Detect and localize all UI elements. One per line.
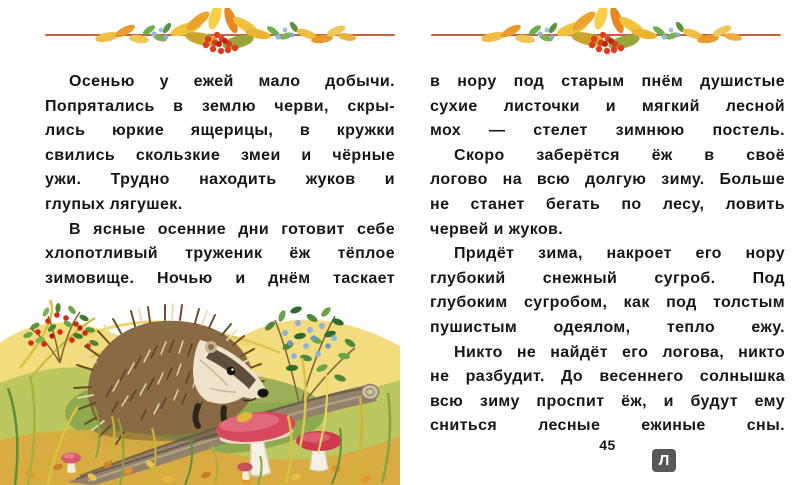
text-line: глупых лягушек. bbox=[45, 195, 183, 213]
watermark-letter: Л bbox=[658, 452, 670, 469]
autumn-leaves-ornament bbox=[431, 8, 781, 60]
text-line: Осенью у ежей мало добычи. bbox=[69, 73, 395, 90]
text-line: не станет бегать по лесу, ловить bbox=[430, 195, 785, 213]
text-line: лись юркие ящерицы, в кружки bbox=[45, 122, 395, 140]
text-line: Скоро заберётся ёж в своё bbox=[454, 146, 785, 164]
autumn-leaves-ornament bbox=[45, 8, 395, 60]
text-line: сниться лесные ежиные сны. bbox=[430, 417, 785, 435]
text-line: В ясные осенние дни готовит себе bbox=[69, 220, 395, 238]
text-line: глубокий снежный сугроб. Под bbox=[430, 269, 785, 287]
text-line: всю зиму проспит ёж, и будут ему bbox=[430, 392, 785, 410]
left-text-block bbox=[45, 70, 395, 291]
labirint-watermark-logo bbox=[652, 449, 676, 472]
page-number: 45 bbox=[599, 437, 616, 453]
text-line: не разбудит. До весеннего солнышка bbox=[430, 368, 785, 386]
text-line: Придёт зима, накроет его нору bbox=[454, 245, 785, 263]
hedgehog-leg bbox=[196, 406, 199, 426]
text-line: червей и жуков. bbox=[430, 220, 564, 238]
text-line: пушистым одеялом, тепло ежу. bbox=[430, 318, 785, 336]
text-line: зимовище. Ночью и днём таскает bbox=[45, 269, 395, 287]
hedgehog-nose bbox=[258, 389, 269, 398]
text-line: ужи. Трудно находить жуков и bbox=[45, 171, 395, 189]
text-line: свились скользкие змеи и чёрные bbox=[45, 146, 395, 164]
text-line: сухие листочки и мягкий лесной bbox=[430, 97, 785, 115]
hedgehog-illustration bbox=[0, 288, 400, 485]
right-text-block bbox=[430, 70, 785, 439]
text-line: Попрятались в землю черви, скры- bbox=[45, 97, 395, 115]
text-line: в нору под старым пнём душистые bbox=[430, 73, 785, 90]
text-line: логово на всю долгую зиму. Больше bbox=[430, 171, 785, 189]
text-line: Никто не найдёт его логова, никто bbox=[454, 343, 785, 361]
hedgehog-eye bbox=[227, 367, 235, 375]
text-line: мох — стелет зимнюю постель. bbox=[430, 122, 785, 140]
text-line: хлопотливый труженик ёж тёплое bbox=[45, 245, 395, 263]
text-line: глубоким сугробом, как под толстым bbox=[430, 294, 785, 312]
